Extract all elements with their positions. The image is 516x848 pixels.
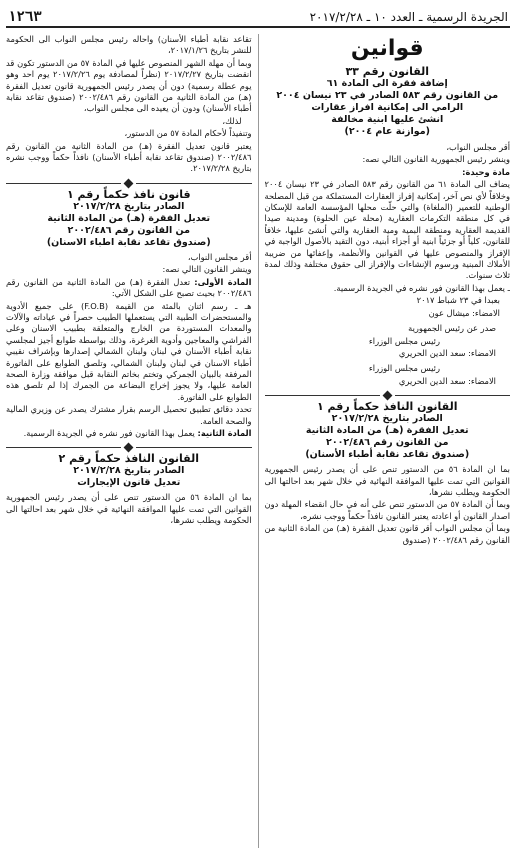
law-33-subject-line: (موازنة عام ٢٠٠٤) xyxy=(344,126,430,137)
intro-line: أقر مجلس النواب، xyxy=(446,142,510,152)
article-label: مادة وحيدة: xyxy=(462,166,510,177)
column-divider xyxy=(258,34,259,848)
article-2-body: يعمل بهذا القانون فور نشره في الجريدة الرسمية. xyxy=(23,427,195,438)
section-title: قوانين xyxy=(350,36,424,61)
intro-line: وينشر القانون التالي نصه: xyxy=(162,264,252,275)
issued-by: صدر عن رئيس الجمهورية xyxy=(408,323,496,334)
section-divider xyxy=(6,444,252,451)
diamond-ornament-icon xyxy=(124,178,134,188)
law-33-subject-line: من القانون رقم ٥٨٣ الصادر في ٢٣ نيسان ٢٠٠٤ xyxy=(276,90,499,101)
law-1b-header xyxy=(6,189,252,249)
left-paragraph: لذلك، xyxy=(222,115,242,126)
law-2-heading: القانون النافذ حكماً رقم ٢ xyxy=(58,452,199,466)
publish-clause: ـ يعمل بهذا القانون فور نشره في الجريدة الرسمية. xyxy=(333,282,510,293)
law-33-subject-line: الرامي الى إمكانية افراز عقارات xyxy=(311,102,464,113)
page-number: ١٢٦٣ xyxy=(8,9,42,25)
article-2 xyxy=(6,428,252,439)
law-1-fund: (صندوق تقاعد نقابة أطباء الأسنان) xyxy=(305,449,470,461)
law-1b-of-law: من القانون رقم ٢٠٠٢/٤٨٦ xyxy=(67,224,190,236)
right-column xyxy=(265,34,511,848)
law-33-header xyxy=(265,66,511,138)
law-1-of-law: من القانون رقم ٢٠٠٢/٤٨٦ xyxy=(326,437,449,449)
gazette-title: الجريدة الرسمية ـ العدد ١٠ ـ ٢٠١٧/٢/٢٨ xyxy=(309,10,508,24)
law-1b-fund: (صندوق تقاعد نقابة اطباء الاسنان) xyxy=(46,236,211,248)
law-33-heading: القانون رقم ٣٣ xyxy=(345,65,430,78)
law-1b-amend: تعديل الفقرة (هـ) من المادة الثانية xyxy=(47,212,211,224)
law-33-subject-line: إضافة فقرة الى المادة ٦١ xyxy=(326,78,448,89)
section-divider xyxy=(265,392,511,399)
law-1b-date: الصادر بتاريخ ٢٠١٧/٢/٢٨ xyxy=(73,200,185,212)
law-1-paragraph: وبما أن المادة ٥٧ من الدستور تنص على أنه في حال انقضاء المهلة دون اصدار القانون أو اعادته يعتبر القانون نافذاً حكماً ووجب نشره، xyxy=(264,499,510,521)
page-header xyxy=(6,4,510,28)
article-2-label: المادة الثانية: xyxy=(197,427,252,438)
left-paragraph: وبما أن مهلة الشهر المنصوص عليها في المادة ٥٧ من الدستور تكون قد انقضت بتاريخ ٢٠١٧/٢/٢٧ (نظراً لمصادفة يوم ٢٠١٧/٢/٢٦ يوم احد وهو يوم عطلة رسمية) دون أن يصدر رئيس الجمهورية قانون تعديل الفقرة (هـ) من المادة الثانية من القانون رقم ٢٠٠٢/٤٨٦ (صندوق تقاعد نقابة أطباء الأسنان) ودون أن يعيده الى مجلس النواب، xyxy=(6,57,252,114)
intro-line: وينشر رئيس الجمهورية القانون التالي نصه: xyxy=(362,154,510,165)
law-1-date: الصادر بتاريخ ٢٠١٧/٢/٢٨ xyxy=(331,413,443,425)
pm-title: رئيس مجلس الوزراء xyxy=(368,335,440,346)
left-paragraph: وتنفيذاً لأحكام المادة ٥٧ من الدستور، xyxy=(124,128,252,139)
law-2-date: الصادر بتاريخ ٢٠١٧/٢/٢٨ xyxy=(73,465,185,477)
law-1-paragraph: بما ان المادة ٥٦ من الدستور تنص على أن يصدر رئيس الجمهورية القوانين التي تمت عليها الموافقة النهائية في خلال شهر بعد احالتها الى الحكومة ويطلب نشرها، xyxy=(264,464,510,497)
law-1-amend: تعديل الفقرة (هـ) من المادة الثانية xyxy=(305,425,469,437)
procedure-clause: تحدد دقائق تطبيق تحصيل الرسم بقرار مشترك يصدر عن وزيري المالية والصحة العامة. xyxy=(6,404,252,426)
law-2-subject: تعديل قانون الإيجارات xyxy=(77,477,181,489)
left-paragraph: يعتبر قانون تعديل الفقرة (هـ) من المادة الثانية من القانون رقم ٢٠٠٢/٤٨٦ (صندوق تقاعد نقابة أطباء الأسنان) نافذاً حكماً ووجب نشره بتاريخ ٢٠١٧/٢/٢٨. xyxy=(6,140,252,174)
section-divider xyxy=(6,180,252,187)
signing-date: بعبدا في ٢٣ شباط ٢٠١٧ xyxy=(416,295,500,306)
pm-signature-2: الامضاء: سعد الدين الحريري xyxy=(398,375,496,386)
president-signature: الامضاء: ميشال عون xyxy=(428,307,500,318)
pm-signature: الامضاء: سعد الدين الحريري xyxy=(398,347,496,358)
left-paragraph: تقاعد نقابة أطباء الأسنان) واحاله رئيس مجلس النواب الى الحكومة للنشر بتاريخ ٢٠١٧/١/٢٦، xyxy=(6,34,252,56)
article-1-body: تعدل الفقرة (هـ) من المادة الثانية من القانون رقم ٢٠٠٢/٤٨٦ بحيث تصبح على الشكل الآتي: xyxy=(6,276,252,299)
item-h: هـ ـ رسم اثنان بالمئة من القيمة (F.O.B) على جميع الأدوية والمستحضرات الطبية التي يستعملها الطبيب حصراً في عياداته والآلات والمعدات المستوردة من الخارج والمتعلقة بطبيب الاسنان وعلى الفراشي والمعاجين وأدوية الغرغرة، وذلك بواسطة طوابع أجيز لمجلسي نقابة أطباء الأسنان في لبنان ولبنان الشمالي إصدارها وبإشراف نقيبي أطباء الاسنان في لبنان ولبنان الشمالي، وتلصق الطوابع على الفاتورة المرفقة بالبيان الجمركي وتختم بخاتم النقابة قبل موافقة وزارة الصحة العامة عليها، ولا يجوز إخراج البضاعة من الجمرك إذا لم تلصق هذه الطوابع على الفاتورة. xyxy=(6,300,252,402)
law-2-paragraph: بما ان المادة ٥٦ من الدستور تنص على أن يصدر رئيس الجمهورية القوانين التي تمت عليها الموافقة النهائية في خلال شهر بعد احالتها الى الحكومة ويطلب نشرها، xyxy=(6,492,252,526)
law-1-header xyxy=(265,401,511,461)
law-1b-heading: قانون نافذ حكماً رقم ١ xyxy=(66,187,191,201)
article-1 xyxy=(6,277,252,300)
law-33-subject-line: انشئ عليها ابنية مخالفة xyxy=(331,114,444,125)
law-2-header xyxy=(6,453,252,489)
law-1-paragraph: وبما أن مجلس النواب أقر قانون تعديل الفقرة (هـ) من المادة الثانية من القانون رقم ٢٠٠٢/٤٨٦ (صندوق xyxy=(264,523,510,545)
intro-line: أقر مجلس النواب، xyxy=(187,251,252,262)
article-body: يضاف الى المادة ٦١ من القانون رقم ٥٨٣ الصادر في ٢٣ نيسان ٢٠٠٤ وخلافاً لأي نص آخر، إمكانية إفراز العقارات المستملكة من قبل المصلحة الوطنية للتعمير (الملغاة) والتي حلّت محلها المؤسسة العامة للإسكان في كل منطقة التكرمات العقارية (محلة عين الحلوة) ومدينة صيدا القديمة العقارية ومنطقة البمية ومية العقارية والتي أنشئ عليها، خلافاً للقانون، كلياً أو جزئياً ابنية أو أجزاء أبنية، دون التقيد بالأصول الواجبة في الإفراز والمنصوص عليها في القوانين والأنظمة، وإعفائها من ضريبة الأملاك المبنية ورسوم الإنشاءات والإفراز الى حقوق مختلفة وذلك لمدة ثلاث سنوات. xyxy=(264,179,510,281)
law-1-heading: القانون النافذ حكماً رقم ١ xyxy=(317,400,458,414)
article-1-label: المادة الأولى: xyxy=(194,276,252,287)
columns xyxy=(6,34,510,848)
pm-title-2: رئيس مجلس الوزراء xyxy=(368,363,440,374)
left-column xyxy=(6,34,252,848)
